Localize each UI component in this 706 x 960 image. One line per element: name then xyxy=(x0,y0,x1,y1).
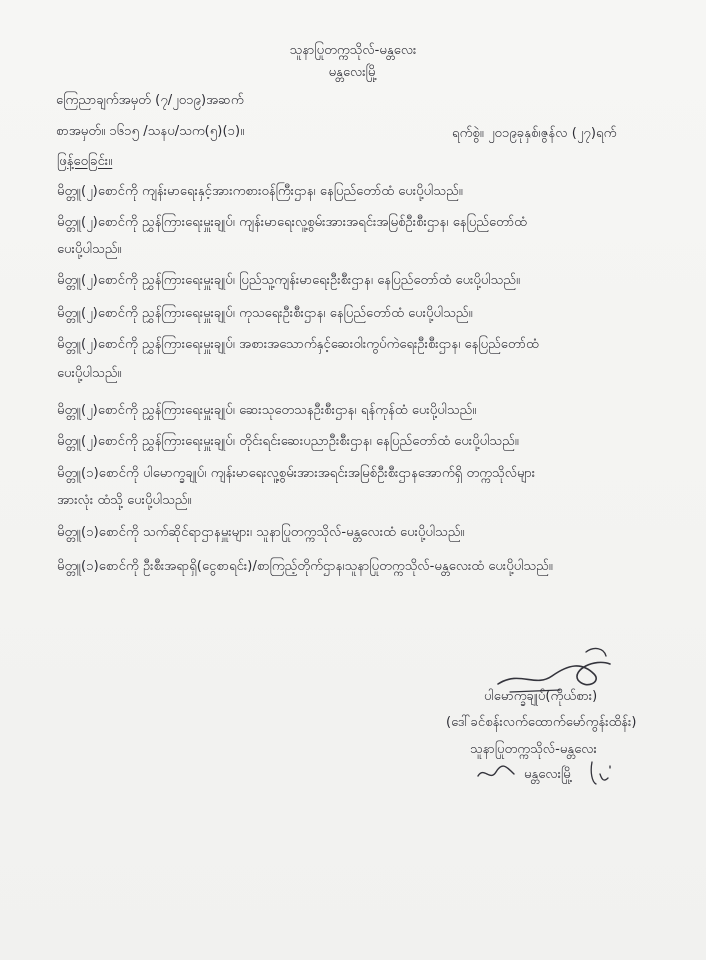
initials-scribble xyxy=(476,762,518,784)
meeting-reference: ကြေညာချက်အမှတ် (၇/၂၀၁၉)အဆက် xyxy=(56,93,244,108)
distribution-item: မိတ္တူ(၁)စောင်ကို ပါမောက္ခချုပ်၊ ကျန်းမာရေးလူ့စွမ်းအားအရင်းအမြစ်ဦးစီးဌာနအောက်ရှိ တက္ကသိုလ်များ xyxy=(57,466,536,481)
distribution-item: မိတ္တူ(၂)စောင်ကို ညွှန်ကြားရေးမှူးချုပ်၊ ပြည်သူ့ကျန်းမာရေးဦးစီးဌာန၊ နေပြည်တော်ထံ ပေးပို့ပါသည်။ xyxy=(57,273,521,288)
distribution-item: မိတ္တူ(၂)စောင်ကို ကျန်းမာရေးနှင့်အားကစားဝန်ကြီးဌာန၊ နေပြည်တော်ထံ ပေးပို့ပါသည်။ xyxy=(57,184,463,199)
header-city: မန္တလေးမြို့ xyxy=(328,65,378,80)
letter-date: ရက်စွဲ။ ၂၀၁၉ခုနှစ်၊ဇွန်လ (၂၇)ရက် xyxy=(452,126,617,141)
signature-office: သူနာပြုတက္ကသိုလ်-မန္တလေး xyxy=(470,742,597,757)
distribution-item: မိတ္တူ(၂)စောင်ကို ညွှန်ကြားရေးမှူးချုပ်၊ ကုသရေးဦးစီးဌာန၊ နေပြည်တော်ထံ ပေးပို့ပါသည်။ xyxy=(57,306,473,321)
distribution-item-continued: အားလုံး ထံသို့ ပေးပို့ပါသည်။ xyxy=(57,493,192,508)
distribution-item-continued: ပေးပို့ပါသည်။ xyxy=(57,366,122,381)
distribution-item: မိတ္တူ(၂)စောင်ကို ညွှန်ကြားရေးမှူးချုပ်၊ ကျန်းမာရေးလူ့စွမ်းအားအရင်းအမြစ်ဦးစီးဌာန၊ နေပြည်တော်ထံ xyxy=(57,215,527,230)
distribution-item: မိတ္တူ(၁)စောင်ကို ဦးစီးအရာရှိ(ငွေစာရင်း)/စာကြည့်တိုက်ဌာန၊သူနာပြုတက္ကသိုလ်-မန္တလေးထံ ပေးပို့ပါသည်။ xyxy=(57,559,553,574)
distribution-item-continued: ပေးပို့ပါသည်။ xyxy=(57,242,122,257)
distribution-item: မိတ္တူ(၂)စောင်ကို ညွှန်ကြားရေးမှူးချုပ်၊ အစားအသောက်နှင့်ဆေးဝါးကွပ်ကဲရေးဦးစီးဌာန၊ နေပြည်တော်ထံ xyxy=(57,337,539,352)
letter-number: စာအမှတ်။ ၁၆၁၅ /သနပ/သက(၅)(၁)။ xyxy=(56,124,245,139)
header-office: သူနာပြုတက္ကသိုလ်-မန္တလေး xyxy=(289,43,417,58)
initials-mark xyxy=(586,758,616,788)
distribution-item: မိတ္တူ(၂)စောင်ကို ညွှန်ကြားရေးမှူးချုပ်၊ တိုင်းရင်းဆေးပညာဦးစီးဌာန၊ နေပြည်တော်ထံ ပေးပို့ပါသည်။ xyxy=(57,434,519,449)
distribution-item: မိတ္တူ(၁)စောင်ကို သက်ဆိုင်ရာဌာနမှူးများ၊ သူနာပြုတက္ကသိုလ်-မန္တလေးထံ ပေးပို့ပါသည်။ xyxy=(57,525,465,540)
distribution-item: မိတ္တူ(၂)စောင်ကို ညွှန်ကြားရေးမှူးချုပ်၊ ဆေးသုတေသနဦးစီးဌာန၊ ရန်ကုန်ထံ ပေးပို့ပါသည်။ xyxy=(57,403,477,418)
distribution-heading: ဖြန့်ဝေခြင်း။ xyxy=(57,154,113,169)
signature-role: ပါမောက္ခချုပ်(ကိုယ်စား) xyxy=(484,689,598,704)
signature-name: (ဒေါ်ခင်စန်းလက်ထောက်မော်ကွန်းထိန်း) xyxy=(446,715,637,730)
signature-city: မန္တလေးမြို့ xyxy=(524,767,573,782)
